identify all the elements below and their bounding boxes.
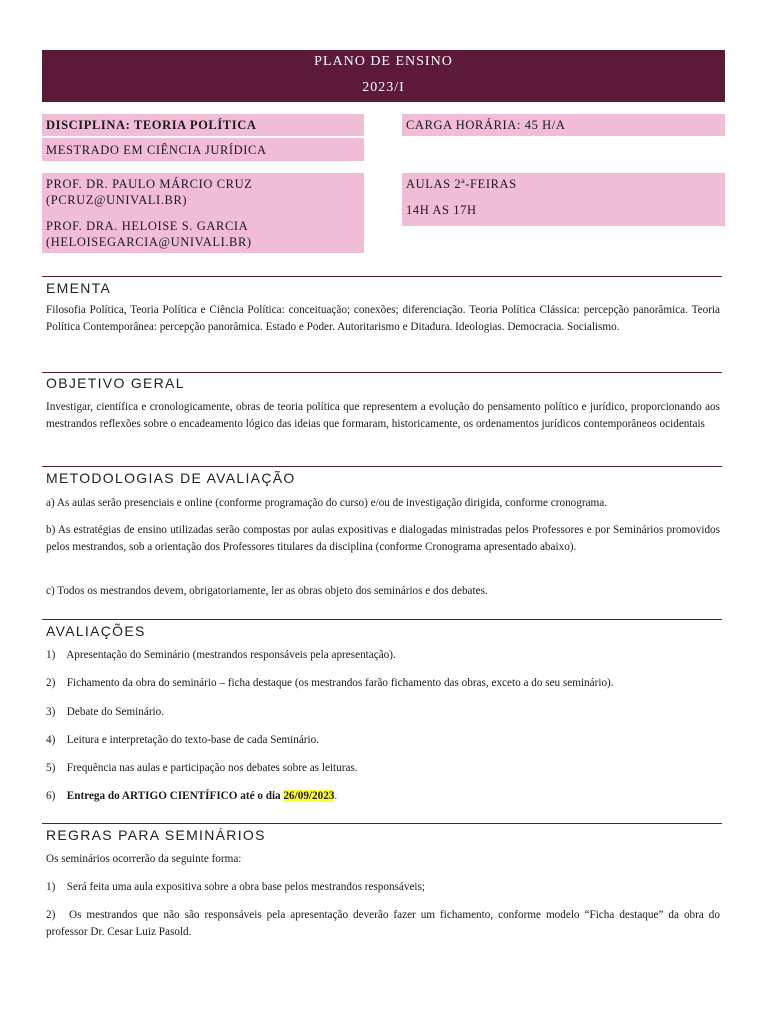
item-number: 4) [46,734,56,746]
item-text: Os mestrandos que não são responsáveis pela apresentação deverão fazer um fichamento, conforme modelo “Ficha destaque” da obra do professor Dr. Cesar Luiz Pasold. [46,909,720,938]
item-number: 3) [46,706,56,718]
metodologia-item: b) As estratégias de ensino utilizadas serão compostas por aulas expositivas e dialogadas ministradas pelos Professores e por Seminários promovidos pelos mestrandos, sob a orientação dos Professores titulares da disciplina (conforme Cronograma apresentado abaixo). [46,524,720,553]
schedule-day: AULAS 2ª-FEIRAS [406,177,517,191]
document-period: 2023/I [362,80,405,95]
item-number: 5) [46,762,56,774]
regras-intro: Os seminários ocorrerão da seguinte forma: [46,853,242,865]
avaliacoes-title: AVALIAÇÕES [46,623,146,639]
avaliacao-item [46,647,720,663]
item-text: Entrega do ARTIGO CIENTÍFICO até o dia [66,790,284,802]
discipline-label: DISCIPLINA: TEORIA POLÍTICA [46,118,257,132]
prof2-email: (HELOISEGARCIA@UNIVALI.BR) [46,235,252,249]
item-text: Debate do Seminário. [66,706,165,718]
section-divider [42,823,722,824]
ementa-title: EMENTA [46,280,112,296]
document-title: PLANO DE ENSINO [314,54,453,69]
regra-item [46,879,720,895]
avaliacao-item [46,732,720,748]
item-text: Fichamento da obra do seminário – ficha destaque (os mestrandos farão fichamento das obras, exceto a do seu seminário). [66,677,614,689]
item-text: Será feita uma aula expositiva sobre a obra base pelos mestrandos responsáveis; [66,881,425,893]
prof1-name: PROF. DR. PAULO MÁRCIO CRUZ [46,177,253,191]
schedule-box [402,173,725,226]
metodologia-item: a) As aulas serão presenciais e online (conforme programação do curso) e/ou de investigação dirigida, conforme cronograma. [46,497,608,509]
item-number: 2) [46,909,56,921]
schedule-time: 14H AS 17H [406,203,477,217]
metodologias-title: METODOLOGIAS DE AVALIAÇÃO [46,470,296,486]
avaliacao-item [46,704,720,720]
item-number: 1) [46,881,56,893]
regras-title: REGRAS PARA SEMINÁRIOS [46,827,266,843]
item-text: Leitura e interpretação do texto-base de cada Seminário. [66,734,320,746]
avaliacao-item [46,675,720,691]
section-divider [42,276,722,277]
item-number: 2) [46,677,56,689]
prof2-name: PROF. DRA. HELOISE S. GARCIA [46,219,249,233]
deadline-date: 26/09/2023 [283,790,335,802]
objetivo-text: Investigar, científica e cronologicamente, obras de teoria política que representem a evolução do pensamento político e jurídico, proporcionando aos mestrandos reflexões sobre o encadeamento lógico das ideias que formaram, historicamente, os ordenamentos jurídicos contemporâneos ocidentais [46,401,720,430]
header-banner [42,50,725,102]
program-box [42,138,364,161]
section-divider [42,619,722,620]
metodologia-item: c) Todos os mestrandos devem, obrigatoriamente, ler as obras objeto dos seminários e dos debates. [46,585,488,597]
workload-box [402,114,725,136]
item-end: . [334,790,338,802]
section-divider [42,466,722,467]
regra-item [46,907,720,940]
prof1-email: (PCRUZ@UNIVALI.BR) [46,193,188,207]
item-number: 6) [46,790,56,802]
item-text: Frequência nas aulas e participação nos debates sobre as leituras. [66,762,358,774]
program-label: MESTRADO EM CIÊNCIA JURÍDICA [46,143,267,157]
avaliacao-item [46,760,720,776]
item-text: Apresentação do Seminário (mestrandos responsáveis pela apresentação). [66,649,396,661]
section-divider [42,372,722,373]
discipline-box [42,114,364,136]
objetivo-title: OBJETIVO GERAL [46,375,185,391]
ementa-text: Filosofia Política, Teoria Política e Ciência Política: conceituação; conexões; diferenciação. Teoria Política Clássica: percepção panorâmica. Teoria Política Contemporânea: percepção panorâmica. Estado e Poder. Autoritarismo e Ditadura. Ideologias. Democracia. Socialismo. [46,304,720,333]
professors-box [42,173,364,253]
item-number: 1) [46,649,56,661]
avaliacao-item-deadline [46,788,720,804]
workload-label: CARGA HORÁRIA: 45 H/A [406,118,566,132]
